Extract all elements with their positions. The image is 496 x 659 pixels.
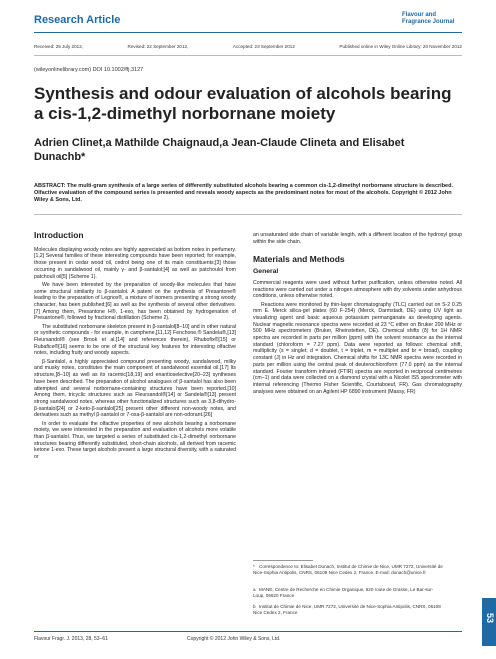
footer-rule: [34, 631, 462, 632]
accepted-date: Accepted: 23 September 2012: [232, 44, 295, 49]
footnote-text: MANE, Centre de Recherche en Chimie Organique, 620 route de Grasse, Le Bar-sur-Loup, 06620 France: [253, 587, 434, 598]
abstract: ABSTRACT: The multi-gram synthesis of a large series of differently substituted alcohols bearing a common cis-1,2-dimethyl norbornane structure is described. Olfactive evaluation of the compound series is presented and reveals woody aspects as the predominant notes for most of the alcohols. Copyright © 2012 John Wiley & Sons, Ltd.: [34, 183, 454, 204]
intro-paragraph: The substituted norbornane skeleton present in β-santalol[8–10] and in other natural or synthetic compounds - for example, in camphene,[11,12] Fenchone,® Sandela®,[13] Fleursandol® (see Brook et al.[14] and references therein), Rhubofix®[15] or Rubafice®[16] seems to be one of the structural key features for interesting olfactive notes, including fruity and woody aspects.: [34, 323, 236, 357]
authors: Adrien Clinet,a Mathilde Chaignaud,a Jean-Claude Clineta and Elisabet Dunachb*: [34, 137, 405, 163]
header-rule: [34, 32, 462, 33]
intro-paragraph: β-Santalol, a highly appreciated compound presenting woody, sandalwood, milky and musky notes, constitutes the main component of sandalwood essential oil.[17] Its structure,[8–10] as well as its racemic[18,19] and enantioselective[20–23] syntheses have been described. The preparation of alcohol analogues of β-santalol has also been attempted and several norbornane-containing structures have been reported.[10] Among them, tricyclic structures such as Fleursandol®[14] or Sandela®[13] present strong sandalwood notes, whereas other functionalized structures such as 3,8-dihydro-β-santalol[24] or 2-keto-β-santalol[25] present other different non-woody notes, and derivatives such as methyl β-santalol or 7-oxa-β-santalol are non-odorant.[26]: [34, 358, 236, 419]
article-type: Research Article: [34, 14, 121, 26]
journal-name-line1: Flavour and: [402, 12, 437, 18]
journal-name-line2: Fragrance Journal: [402, 19, 455, 25]
received-date: Received: 25 July 2012,: [34, 44, 84, 49]
footer-copyright: Copyright © 2012 John Wiley & Sons, Ltd.: [187, 636, 281, 642]
footnote-affiliation-a: [253, 587, 443, 599]
intro-continuation: an unsaturated side chain of variable length, with a different location of the hydroxyl group within the side chain.: [253, 232, 462, 245]
footnote-rule: [253, 560, 313, 561]
footnote-text: Correspondence to: Elisabet Dunach, Institut de Chimie de Nice, UMR 7272, Université de Nice-Sophia Antipolis, CNRS, 06108 Nice Cedex 2, France. E-mail: dunach@unice.fr: [253, 564, 443, 575]
intro-heading: Introduction: [34, 230, 84, 240]
published-date: Published online in Wiley Online Library: 20 November 2012: [339, 44, 462, 49]
general-subheading: General: [253, 268, 279, 276]
intro-paragraph: In order to evaluate the olfactive properties of new alcohols bearing a norbornane moiety, we were interested in the preparation and evaluation of alcohols more volatile than β-santalol. Thus, we targeted a series of substituted cis-1,2-dimethyl norbornane structures bearing differently substituted, short-chain alcohols, all derived from racemic ketone 1-exo. These target alcohols present a large structural diversity, with a saturated or: [34, 420, 236, 461]
footer-citation: Flavour Fragr. J. 2013, 28, 53–61: [34, 636, 108, 642]
left-column: [34, 232, 236, 462]
right-column: [253, 232, 462, 397]
methods-paragraph: Reactions were monitored by thin-layer chromatography (TLC) carried out on S-2 0.25 mm E. Merck silica-gel plates (60 F-254) (Merck, Darmstadt, DE) using UV light as visualizing agent and basic aqueous potassium permanganate as developing agents. Nuclear magnetic resonance spectra were recorded at 23 °C either on Bruker 200 MHz or 500 MHz spectrometers (Bruker, Rheinstetten, DE). Chemical shifts (δ) for 1H NMR spectra are recorded in parts per million (ppm) with the solvent resonance as the internal standard (chloroform = 7.27 ppm). Data were reported as follows: chemical shift, multiplicity (s = singlet, d = doublet, t = triplet, m = multiplet and br = broad), coupling constant (J) in Hz and integration. Chemical shifts for 13C NMR spectra were recorded in parts per million using the central peak of deuterochloroform (77.0 ppm) as the internal standard. Fourier transform infrared (FTIR) spectra are reported in reciprocal centimetres (cm−1) and data were collected on a diamond crystal with a Nicolet IS5 spectrometer with internal referencing (Thermo Fisher Scientific, Courtaboeuf, FR). Gas chromatography analyses were obtained on an Agilent HP 6890 instrument (Massy, FR): [253, 301, 462, 395]
paper-title: Synthesis and odour evaluation of alcohols bearing a cis-1,2-dimethyl norbornane moiety: [34, 84, 452, 123]
revised-date: Revised: 22 September 2012,: [127, 44, 189, 49]
methods-heading: Materials and Methods: [253, 254, 345, 265]
publication-dates: [34, 44, 462, 49]
footnote-affiliation-b: [253, 604, 443, 616]
footnote-text: Institut de Chimie de Nice, UMR 7272, Université de Nice-Sophia Antipolis, CNRS, 06108 Nice Cedex 2, France: [253, 604, 441, 615]
journal-name: [402, 12, 462, 26]
intro-paragraph: Molecules displaying woody notes are highly appreciated as bottom notes in perfumery.[1,2] Several families of these interesting compounds have been reported; for example, those present in cedar wood oil, cedrol being one of its main constituents;[3] those occurring in sandalwood oil, mainly γ- and β-santalol;[4] as well as patchoulol from patchouli oil[5] (Scheme 1).: [34, 246, 236, 280]
methods-paragraph: Commercial reagents were used without further purification, unless otherwise noted. All reactions were carried out under a nitrogen atmosphere with dry solvents under anhydrous conditions, unless otherwise noted.: [253, 279, 462, 300]
footnote-mark: *: [253, 564, 255, 569]
footnote-correspondence: [253, 564, 443, 576]
dates-rule: [34, 55, 462, 56]
abstract-rule: [34, 214, 462, 215]
intro-paragraph: We have been interested by the preparation of woody-like molecules that have some structural similarity to β-santalol. A patent on the synthesis of Presantone® leading to the preparation of Legnox®, a mixture of isomers presenting a strong woody character, has been published;[6] as well as the synthesis of several other derivatives.[7] Among them, Presantone H®, 1-exo, has been obtained by hydrogenation of Presantone®, followed by fractional distillation (Scheme 2).: [34, 281, 236, 322]
footnote-mark: a: [253, 587, 256, 592]
doi[interactable]: (wileyonlinelibrary.com) DOI 10.1002/ffj.3127: [34, 67, 144, 73]
page-number: 53: [484, 612, 495, 624]
footnote-mark: b: [253, 604, 256, 609]
